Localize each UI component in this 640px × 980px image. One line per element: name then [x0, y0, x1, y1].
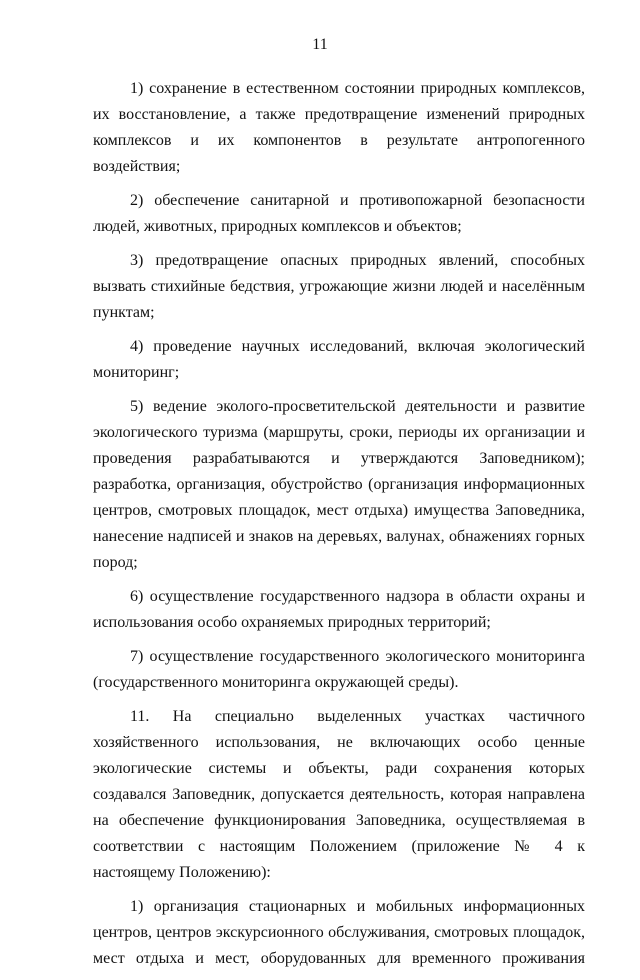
- paragraph-item-3: 3) предотвращение опасных природных явлений, способных вызвать стихийные бедствия, угрожающие жизни людей и населённым пунктам;: [93, 252, 585, 321]
- paragraph-section-11: 11. На специально выделенных участках частичного хозяйственного использования, не включающих особо ценные экологические системы и объекты, ради сохранения которых создавался Заповедник, допускается деятельность, которая направлена на обеспечение функционирования Заповедника, осуществляемая в соответствии с настоящим Положением (приложение № 4 к настоящему Положению):: [93, 708, 585, 881]
- paragraph-section-11-item-1: 1) организация стационарных и мобильных информационных центров, центров экскурсионного обслуживания, смотровых площадок, мест отдыха и мест, оборудованных для временного проживания: [93, 898, 585, 967]
- paragraph-item-5: 5) ведение эколого-просветительской деятельности и развитие экологического туризма (маршруты, сроки, периоды их организации и проведения разрабатываются и утверждаются Заповедником); разработка, организация, обустройство (организация информационных центров, смотровых площадок, мест отдыха) имущества Заповедника, нанесение надписей и знаков на деревьях, валунах, обнажениях горных пород;: [93, 398, 585, 571]
- paragraph-item-7: 7) осуществление государственного экологического мониторинга (государственного мониторинга окружающей среды).: [93, 648, 585, 691]
- paragraph-item-2: 2) обеспечение санитарной и противопожарной безопасности людей, животных, природных комплексов и объектов;: [93, 192, 585, 235]
- paragraph-item-1: 1) сохранение в естественном состоянии природных комплексов, их восстановление, а также предотвращение изменений природных комплексов и их компонентов в результате антропогенного воздействия;: [93, 80, 585, 175]
- paragraph-item-4: 4) проведение научных исследований, включая экологический мониторинг;: [93, 338, 585, 381]
- paragraph-item-6: 6) осуществление государственного надзора в области охраны и использования особо охраняемых природных территорий;: [93, 588, 585, 631]
- document-body: [93, 76, 585, 980]
- page-number: 11: [312, 36, 328, 53]
